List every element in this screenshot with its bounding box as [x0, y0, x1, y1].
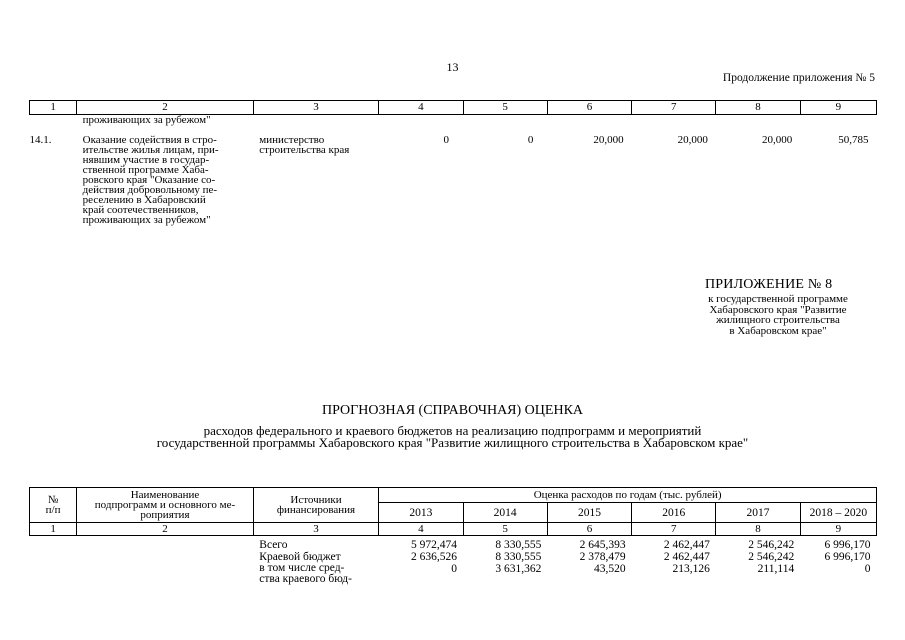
header-name: Наименование подпрограмм и основного ме- роприятия	[77, 488, 254, 523]
col-num: 6	[547, 101, 631, 115]
value-cell: 2 462,447	[663, 551, 710, 563]
carry-over-row	[30, 115, 877, 126]
col-num: 4	[379, 101, 463, 115]
table-row	[30, 563, 877, 585]
col-num: 1	[30, 523, 77, 536]
appendix-subtitle: к государственной программе Хабаровского края "Развитие жилищного строительства в Хабаровском крае"	[708, 293, 848, 337]
estimate-table	[29, 487, 877, 585]
header-row	[30, 488, 877, 503]
col-num: 3	[253, 523, 378, 536]
table-row	[30, 551, 877, 563]
continuation-label: Продолжение приложения № 5	[722, 72, 875, 84]
column-number-row	[30, 523, 877, 536]
value-cell: 6 996,170	[824, 551, 871, 563]
header-source: Источники финансирования	[253, 488, 378, 523]
year-cell: 2018 – 2020	[800, 503, 876, 523]
year-cell: 2013	[379, 503, 463, 523]
row-number: 14.1.	[29, 134, 52, 146]
value-cell: 50,785	[838, 134, 869, 146]
appendix-title: ПРИЛОЖЕНИЕ № 8	[705, 277, 833, 292]
source-cell: Краевой бюджет	[259, 551, 341, 563]
col-num: 7	[632, 523, 716, 536]
value-cell: 6 996,170	[824, 539, 871, 551]
value-cell: 0	[864, 563, 871, 575]
header-num: № п/п	[30, 488, 77, 523]
value-cell: 8 330,555	[495, 551, 542, 563]
value-cell: 20,000	[761, 134, 793, 146]
value-cell: 2 636,526	[411, 551, 458, 563]
page-number: 13	[446, 60, 459, 74]
table-row	[30, 125, 877, 225]
value-cell: 20,000	[677, 134, 708, 146]
col-num: 3	[253, 101, 378, 115]
col-num: 2	[77, 523, 254, 536]
col-num: 9	[800, 523, 876, 536]
value-cell: 43,520	[593, 563, 626, 575]
value-cell: 5 972,474	[411, 539, 458, 551]
value-cell: 0	[527, 134, 534, 146]
value-cell: 8 330,555	[495, 539, 542, 551]
carry-over-text: проживающих за рубежом"	[82, 114, 211, 126]
value-cell: 2 462,447	[663, 539, 710, 551]
table-row	[30, 536, 877, 552]
value-cell: 0	[443, 134, 450, 146]
value-cell: 0	[451, 563, 458, 575]
col-num: 4	[379, 523, 463, 536]
col-num: 2	[77, 101, 254, 115]
year-cell: 2014	[463, 503, 547, 523]
col-num: 8	[716, 101, 800, 115]
value-cell: 2 378,479	[579, 551, 626, 563]
col-num: 6	[547, 523, 631, 536]
col-num: 1	[30, 101, 77, 115]
value-cell: 2 546,242	[748, 551, 795, 563]
document-title: ПРОГНОЗНАЯ (СПРАВОЧНАЯ) ОЦЕНКА	[321, 403, 584, 418]
col-num: 8	[716, 523, 800, 536]
continued-table	[29, 100, 877, 225]
value-cell: 2 645,393	[579, 539, 626, 551]
column-number-row	[30, 101, 877, 115]
col-num: 7	[632, 101, 716, 115]
row-executor: министерство строительства края	[259, 134, 350, 156]
year-cell: 2016	[632, 503, 716, 523]
value-cell: 213,126	[672, 563, 710, 575]
header-estimate: Оценка расходов по годам (тыс. рублей)	[379, 488, 877, 503]
source-cell: в том числе сред- ства краевого бюд-	[259, 562, 352, 585]
document-subtitle: расходов федерального и краевого бюджетов на реализацию подпрограмм и мероприятий государственной программы Хабаровского края "Развитие жилищного строительства в Хабаровском крае"	[156, 423, 749, 450]
value-cell: 211,114	[757, 563, 795, 575]
col-num: 5	[463, 101, 547, 115]
value-cell: 20,000	[593, 134, 624, 146]
col-num: 9	[800, 101, 876, 115]
source-cell: Всего	[259, 539, 288, 551]
year-cell: 2015	[547, 503, 631, 523]
value-cell: 3 631,362	[495, 563, 542, 575]
row-name: Оказание содействия в стро- ительстве жилья лицам, при- нявшим участие в государ- ственной программе Хаба- ровского края "Оказание со- действия добровольному пе- реселению в Хабаровский край соотечественников, проживающих за рубежом"	[82, 134, 219, 226]
col-num: 5	[463, 523, 547, 536]
year-cell: 2017	[716, 503, 800, 523]
value-cell: 2 546,242	[748, 539, 795, 551]
